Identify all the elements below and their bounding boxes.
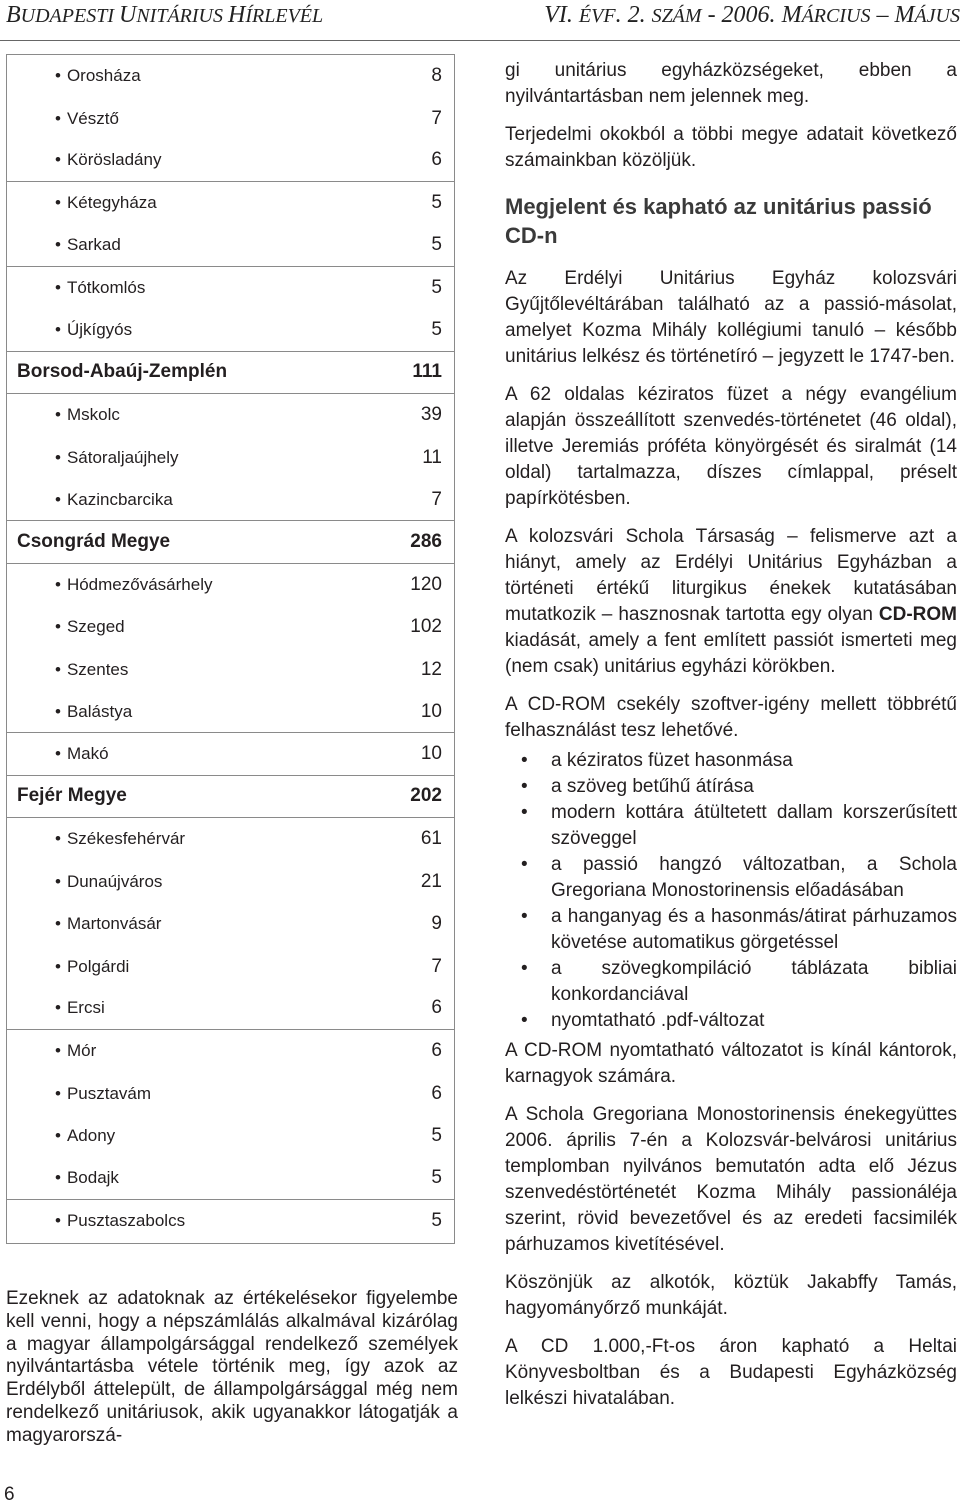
table-row <box>7 309 454 351</box>
list-item: • a kéziratos füzet hasonmása <box>505 748 957 774</box>
town-name: • Sátoraljaújhely <box>7 448 382 468</box>
paragraph: Terjedelmi okokból a többi megye adatait következő számainkban közöljük. <box>505 124 957 171</box>
town-name: • Pusztaszabolcs <box>7 1211 382 1231</box>
town-count: 5 <box>431 1209 442 1231</box>
town-count: 21 <box>420 870 442 892</box>
town-name: • Ercsi <box>7 998 382 1018</box>
issue-part: VI. <box>544 2 579 28</box>
header-divider <box>0 40 960 41</box>
table-row <box>7 861 454 903</box>
town-count: 102 <box>410 616 442 638</box>
county-count: 111 <box>412 361 442 383</box>
town-count: 5 <box>431 277 442 299</box>
table-row <box>7 1157 454 1199</box>
page-header <box>6 0 960 38</box>
town-name: • Szentes <box>7 660 382 680</box>
title-part: UDAPESTI <box>20 5 119 27</box>
town-name: • Tótkomlós <box>7 278 382 298</box>
feature-list <box>505 748 957 1034</box>
issue-part: ÁRCIUS <box>801 5 871 27</box>
town-count: 8 <box>431 65 442 87</box>
town-count: 6 <box>431 149 442 171</box>
table-row <box>7 97 454 139</box>
town-name: • Vésztő <box>7 109 382 129</box>
title-part: NITÁRIUS <box>136 5 229 27</box>
paragraph: A CD 1.000,-Ft-os áron kapható a Heltai Könyvesboltban és a Budapesti Egyházközség lelkészi hivatalában. <box>505 1336 957 1409</box>
town-count: 39 <box>420 404 442 426</box>
table-row <box>7 691 454 733</box>
issue-info <box>544 0 960 29</box>
article-heading: Megjelent és kapható az unitárius passió CD-n <box>505 194 932 248</box>
paragraph: Az Erdélyi Unitárius Egyház kolozsvári Gyűjtőlevéltárában található az a passió-másolat, amelyet Kozma Mihály kollégiumi tanuló – később unitárius lelkész és történetíró – jegyzett le 1747-ben. <box>505 268 957 367</box>
list-item: • a szövegkompiláció táblázata bibliai konkordanciával <box>505 956 957 1008</box>
list-item: • a szöveg betűhű átírása <box>505 774 957 800</box>
issue-part: SZÁM <box>651 5 702 27</box>
issue-part: ÉVF <box>578 5 616 27</box>
town-count: 7 <box>431 488 442 510</box>
title-part: H <box>228 2 246 28</box>
town-count: 5 <box>431 234 442 256</box>
title-part: B <box>6 2 21 28</box>
table-row <box>7 776 454 818</box>
town-count: 61 <box>420 828 442 850</box>
page-number: 6 <box>4 1484 15 1505</box>
table-row <box>7 55 454 97</box>
left-column-paragraph: Ezeknek az adatoknak az értékelésekor figyelembe kell venni, hogy a népszámlálás alkalmával kizárólag a magyar állampolgársággal rendelkező személyek nyilvántartásba vétele történik meg, így azok az Erdélyből áttelepült, de állampolgársággal még nem rendelkező unitáriusok, akik ugyanakkor látogatják a magyarorszá- <box>6 1288 458 1446</box>
town-count: 7 <box>431 955 442 977</box>
town-name: • Szeged <box>7 617 382 637</box>
town-name: • Polgárdi <box>7 957 382 977</box>
title-part: ÍRLEVÉL <box>245 5 324 27</box>
table-row <box>7 1030 454 1072</box>
text-span: A kolozsvári Schola Társaság – felismerve azt a hiányt, amely az Erdélyi Unitárius Egyházban a történeti értékű liturgikus énekek kutatásában mutatkozik – hasznosnak tartotta egy olyan <box>505 526 957 625</box>
town-count: 120 <box>410 573 442 595</box>
town-name: • Körösladány <box>7 150 382 170</box>
town-count: 6 <box>431 997 442 1019</box>
paragraph <box>505 524 957 680</box>
population-statistics-table <box>6 54 455 1244</box>
county-count: 202 <box>410 785 442 807</box>
table-row <box>7 182 454 224</box>
town-count: 11 <box>422 446 442 468</box>
table-row <box>7 1073 454 1115</box>
town-count: 5 <box>431 1167 442 1189</box>
town-name: • Kazincbarcika <box>7 490 382 510</box>
text-span: kiadását, amely a fent említett passiót ismerteti meg (nem csak) unitárius egyházi körökben. <box>505 630 957 677</box>
paragraph: A CD-ROM nyomtatható változatot is kínál kántorok, karnagyok számára. <box>505 1040 957 1087</box>
title-part: U <box>119 2 137 28</box>
town-name: • Dunaújváros <box>7 872 382 892</box>
town-name: • Hódmezővásárhely <box>7 575 382 595</box>
table-row <box>7 988 454 1030</box>
paragraph: A CD-ROM csekély szoftver-igény mellett többrétű felhasználást tesz lehetővé. <box>505 694 957 741</box>
county-name: Borsod-Abaúj-Zemplén <box>17 361 228 383</box>
table-row <box>7 649 454 691</box>
table-row <box>7 479 454 521</box>
town-name: • Martonvásár <box>7 914 382 934</box>
paragraph: A 62 oldalas kéziratos füzet a négy evangélium alapján összeállított szenvedés-történetet (46 oldal), illetve Jeremiás próféta könyörgését és siralmát (14 oldal) tartalmazza, díszes címlappal, préselt papírkötésben. <box>505 384 957 509</box>
table-row <box>7 352 454 394</box>
table-row <box>7 945 454 987</box>
table-row <box>7 733 454 775</box>
list-item: • a hanganyag és a hasonmás/átirat párhuzamos követése automatikus görgetéssel <box>505 904 957 956</box>
table-row <box>7 437 454 479</box>
town-count: 10 <box>420 743 442 765</box>
list-item: • nyomtatható .pdf-változat <box>505 1008 957 1034</box>
town-name: • Makó <box>7 744 382 764</box>
town-name: • Bodajk <box>7 1168 382 1188</box>
town-count: 6 <box>431 1040 442 1062</box>
cd-rom-emphasis: CD-ROM <box>878 604 957 625</box>
issue-part: . 2. <box>615 2 652 28</box>
table-row <box>7 394 454 436</box>
table-row <box>7 903 454 945</box>
publication-title <box>6 0 323 29</box>
issue-part: M <box>781 2 802 28</box>
list-item: • modern kottára átültetett dallam korszerűsített szöveggel <box>505 800 957 852</box>
table-row <box>7 140 454 182</box>
town-name: • Kétegyháza <box>7 193 382 213</box>
paragraph: A Schola Gregoriana Monostorinensis énekegyüttes 2006. április 7-én a Kolozsvár-belvárosi unitárius templomban nyilvános bemutatón adta elő Jézus szenvedéstörténetét Kozma Mihály passionáléja szerint, rövid bevezetővel és az eredeti facsimilék párhuzamos kivetítésével. <box>505 1104 957 1255</box>
issue-part: ÁJUS <box>914 5 960 27</box>
table-row <box>7 225 454 267</box>
town-name: • Adony <box>7 1126 382 1146</box>
town-count: 5 <box>431 192 442 214</box>
issue-part: - 2006. <box>701 2 782 28</box>
table-row <box>7 1200 454 1242</box>
town-name: • Orosháza <box>7 66 382 86</box>
town-name: • Székesfehérvár <box>7 829 382 849</box>
town-count: 10 <box>420 700 442 722</box>
town-name: • Sarkad <box>7 235 382 255</box>
list-item: • a passió hangzó változatban, a Schola Gregoriana Monostorinensis előadásában <box>505 852 957 904</box>
county-name: Csongrád Megye <box>17 531 171 553</box>
town-count: 9 <box>431 913 442 935</box>
county-count: 286 <box>410 531 442 553</box>
town-name: • Mór <box>7 1041 382 1061</box>
town-name: • Balástya <box>7 702 382 722</box>
table-row <box>7 564 454 606</box>
town-count: 5 <box>431 1125 442 1147</box>
town-name: • Mskolc <box>7 405 382 425</box>
town-count: 6 <box>431 1082 442 1104</box>
town-count: 5 <box>431 319 442 341</box>
table-row <box>7 818 454 860</box>
town-name: • Újkígyós <box>7 320 382 340</box>
paragraph: Köszönjük az alkotók, köztük Jakabffy Tamás, hagyományőrző munkáját. <box>505 1272 957 1319</box>
town-count: 7 <box>431 107 442 129</box>
continued-paragraph: gi unitárius egyházközségeket, ebben a nyilvántartásban nem jelennek meg. <box>505 60 957 107</box>
county-name: Fejér Megye <box>17 785 127 807</box>
issue-part: M <box>894 2 915 28</box>
right-column <box>505 58 957 1424</box>
table-row <box>7 267 454 309</box>
table-row <box>7 521 454 563</box>
table-row <box>7 606 454 648</box>
town-name: • Pusztavám <box>7 1084 382 1104</box>
table-row <box>7 1115 454 1157</box>
issue-part: – <box>870 2 895 28</box>
town-count: 12 <box>420 658 442 680</box>
